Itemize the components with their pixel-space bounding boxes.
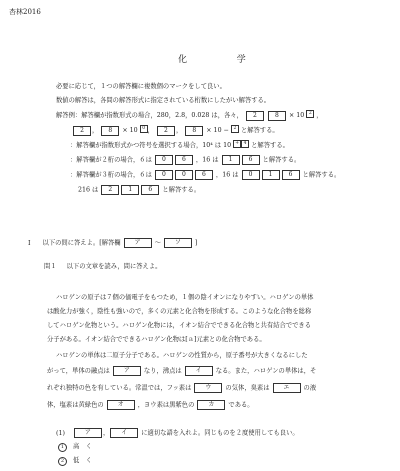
two-digit-tail: と解答する。 [262, 156, 301, 164]
section-heading [28, 238, 197, 248]
sign-line [70, 140, 289, 150]
blank-box: エ [273, 383, 301, 393]
two-digit-line [70, 155, 300, 165]
blank-box: ウ [194, 383, 222, 393]
instruction-line-1: 必要に応じて，１つの解答欄に複数個のマークをして良い。 [56, 83, 226, 90]
instruction-line-2: 数値の解答は，各問の解答形式に指定されている桁数にしたがい解答する。 [56, 97, 271, 104]
passage-text: の液 [303, 384, 317, 392]
passage-line [47, 400, 254, 410]
passage-text: である。 [228, 401, 254, 409]
passage-text: なる。また，ハロゲンの単体は，そ [215, 367, 317, 375]
passage-line: は酸化力が強く，陰性も強いので，多くの元素と化合物を形成する。このような化合物を総称 [47, 308, 312, 315]
blank-box: イ [110, 428, 138, 438]
times-ten: × 10 [122, 127, 138, 135]
answer-box: 8 [185, 126, 203, 136]
passage-line: してハロゲン化物という。ハロゲン化物には，イオン結合でできる化合物と共有結合でできる [47, 322, 312, 329]
answer-box: 2 [157, 126, 175, 136]
passage-text: れぞれ独特の色を有している。常温では，フッ素は [47, 384, 192, 392]
question-text: 以下の文章を読み，問に答えよ。 [66, 263, 162, 270]
answer-box: 0 [155, 170, 173, 180]
passage-text: ，ヨウ素は黒紫色の [137, 401, 195, 409]
answer-box: 6 [242, 155, 260, 165]
three-digit-mid: ，16 は [215, 171, 239, 179]
answer-box: 0 [242, 170, 260, 180]
option-number-circle[interactable]: 1 [58, 443, 67, 452]
answer-box: 6 [195, 170, 213, 180]
blank-box: カ [197, 400, 225, 410]
answer-box: 8 [268, 111, 286, 121]
answer-box: 1 [121, 185, 139, 195]
range-tilde: 〜 [154, 239, 161, 247]
times-ten: × 10 [288, 112, 305, 120]
last-tail: と解答する。 [162, 186, 201, 194]
title-right: 学 [236, 55, 248, 65]
example-lead: 解答例：解答欄が指数形式の場合，280，2.8，0.028 は，各々， [56, 112, 243, 120]
subquestion-text: に適切な語を入れよ。同じものを２度使用しても良い。 [141, 429, 299, 437]
answer-box: 2 [101, 185, 119, 195]
bracket-close: ] [194, 239, 198, 247]
example-line-1: 解答例：解答欄が指数形式の場合，280，2.8，0.028 は，各々， 2 8 × 10 2 ， [56, 111, 323, 120]
option-1[interactable] [58, 442, 92, 452]
section-instruction: 以下の問に答えよ。[解答欄 [42, 239, 121, 247]
answer-box: 1 [262, 170, 280, 180]
subquestion-number: (1) [56, 429, 65, 437]
title-left: 化 [178, 55, 190, 65]
passage-text: の気体，臭素は [225, 384, 270, 392]
passage-text: がって，単体の融点は [47, 367, 110, 375]
question-1-heading [44, 262, 161, 271]
example-tail: と解答する。 [240, 127, 279, 135]
passage-line [47, 366, 316, 376]
answer-box: 6 [141, 185, 159, 195]
passage-text: 体，塩素は黄緑色の [47, 401, 104, 409]
page-title [178, 52, 248, 65]
three-digit-line [70, 170, 340, 180]
blank-box: ア [113, 366, 141, 376]
exponent-box: 2 [306, 110, 314, 118]
answer-box: 6 [175, 155, 193, 165]
blank-box: イ [185, 366, 213, 376]
three-digit-tail: と解答する。 [302, 171, 341, 179]
exponent-box: 0 [140, 125, 148, 133]
exponent-box: 4 [241, 140, 249, 148]
example-line-2: 2 ， 8 × 10 0 ， 2 ， 8 × 10 − 2 と解答する。 [72, 125, 279, 136]
question-label: 問１ [44, 263, 57, 270]
answer-box: 8 [101, 126, 119, 136]
blank-box: オ [107, 400, 135, 410]
answer-box: 0 [155, 155, 173, 165]
option-2[interactable] [58, 456, 92, 466]
sign-lead: ：解答欄が指数形式かつ符号を選択する場合，10⁴ は 10 [70, 142, 232, 150]
passage-line: ハロゲンの単体は二原子分子である。ハロゲンの性質から，原子番号が大きくなるにした [56, 352, 308, 359]
passage-line: ハロゲンの原子は７個の価電子をもつため，１個の陰イオンになりやすい。ハロゲンの単体 [56, 294, 314, 301]
two-digit-lead: ：解答欄が２桁の場合，６は [70, 156, 152, 164]
answer-box-start: ア [124, 238, 152, 248]
exponent-box: 2 [231, 125, 239, 133]
comma: ， [102, 429, 110, 437]
passage-line: 分子がある。イオン結合でできるハロゲン化物は[ａ]元素との化合物である。 [47, 336, 266, 343]
passage-text: なり，沸点は [143, 367, 182, 375]
answer-box-end: ソ [164, 238, 192, 248]
answer-box: 6 [282, 170, 300, 180]
option-label: 高 く [73, 443, 92, 450]
option-number-circle[interactable]: 2 [58, 457, 67, 466]
answer-box: 1 [222, 155, 240, 165]
answer-box: 0 [175, 170, 193, 180]
two-digit-mid: ，16 は [195, 156, 219, 164]
section-number: I [28, 239, 31, 247]
passage-line [47, 383, 316, 393]
answer-box: 2 [73, 126, 91, 136]
blank-box: ア [74, 428, 102, 438]
sign-box: + [233, 140, 241, 148]
subquestion-1 [56, 428, 299, 438]
times-ten: × 10 [206, 127, 222, 135]
school-label: 杏林2016 [9, 8, 41, 16]
three-digit-lead: ：解答欄が３桁の場合，６は [70, 171, 152, 179]
answer-box: 2 [246, 111, 264, 121]
three-digit-example-line [78, 185, 200, 195]
sign-tail: と解答する。 [251, 142, 289, 150]
last-lead: 216 は [78, 186, 99, 194]
minus-sign: − [223, 127, 229, 135]
option-label: 低 く [73, 457, 92, 464]
